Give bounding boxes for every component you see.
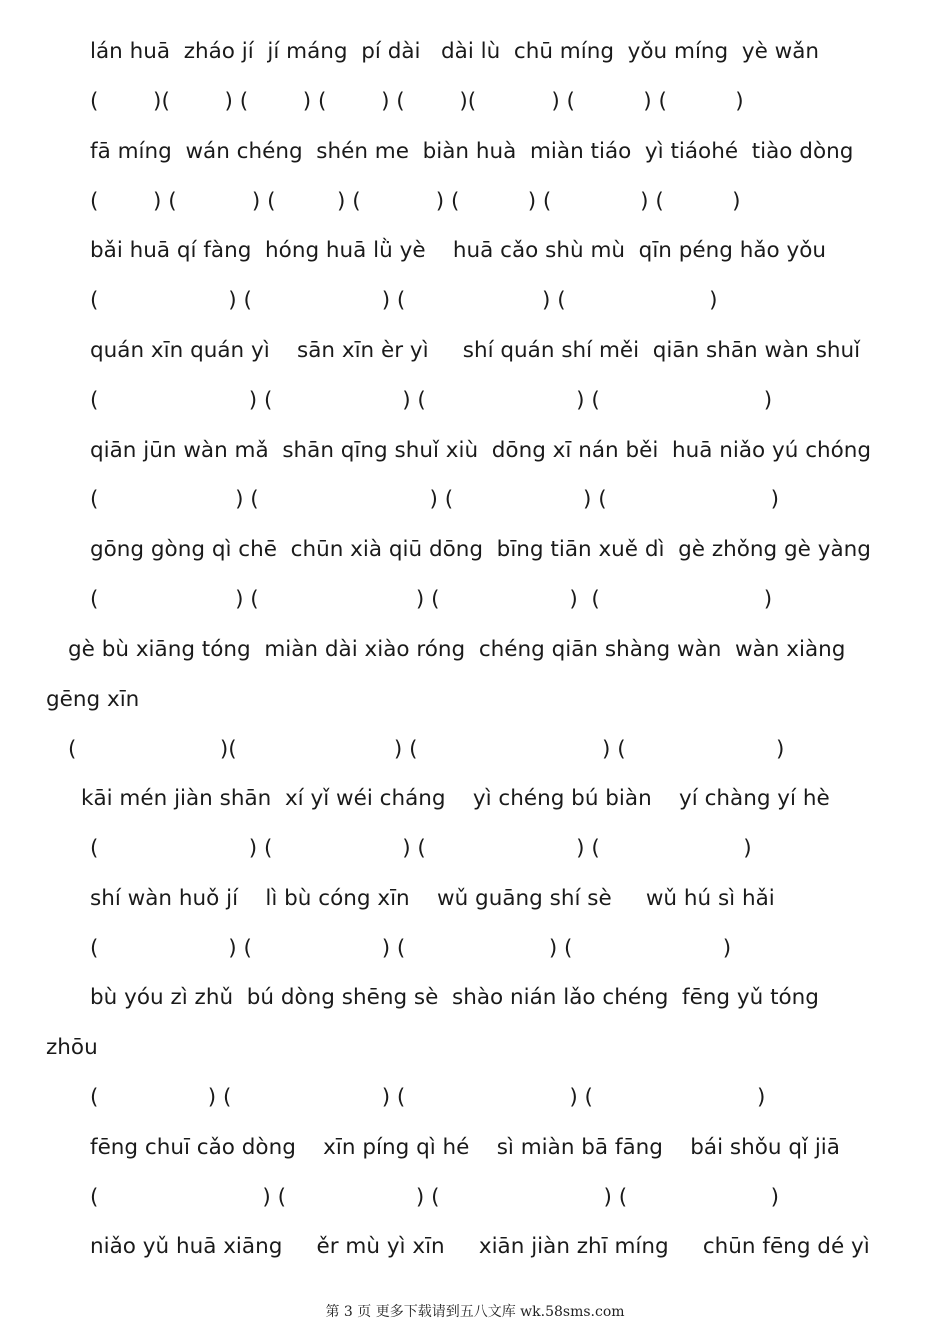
pinyin-row-10: bù yóu zì zhǔ bú dòng shēng sè shào nián lǎo chéng fēng yǔ tóng bbox=[90, 985, 819, 1010]
pinyin-row-4: quán xīn quán yì sān xīn èr yì shí quán shí měi qiān shān wàn shuǐ bbox=[90, 338, 861, 363]
blank-row-5: ( ) ( ) ( ) ( ) bbox=[90, 487, 780, 512]
pinyin-row-3: bǎi huā qí fàng hóng huā lǜ yè huā cǎo shù mù qīn péng hǎo yǒu bbox=[90, 238, 827, 263]
blank-row-4: ( ) ( ) ( ) ( ) bbox=[90, 388, 773, 413]
blank-row-9: ( ) ( ) ( ) ( ) bbox=[90, 936, 732, 961]
blank-row-7: ( )( ) ( ) ( ) bbox=[68, 737, 785, 762]
pinyin-row-8: kāi mén jiàn shān xí yǐ wéi cháng yì chéng bú biàn yí chàng yí hè bbox=[81, 786, 830, 811]
blank-row-8: ( ) ( ) ( ) ( ) bbox=[90, 836, 752, 861]
pinyin-row-12: niǎo yǔ huā xiāng ěr mù yì xīn xiān jiàn zhī míng chūn fēng dé yì bbox=[90, 1234, 870, 1259]
blank-row-6: ( ) ( ) ( ) ( ) bbox=[90, 587, 773, 612]
pinyin-row-6: gōng gòng qì chē chūn xià qiū dōng bīng tiān xuě dì gè zhǒng gè yàng bbox=[90, 537, 871, 562]
pinyin-row-11: fēng chuī cǎo dòng xīn píng qì hé sì miàn bā fāng bái shǒu qǐ jiā bbox=[90, 1135, 840, 1160]
blank-row-10: ( ) ( ) ( ) ( ) bbox=[90, 1085, 766, 1110]
pinyin-row-1: lán huā zháo jí jí máng pí dài dài lù chū míng yǒu míng yè wǎn bbox=[90, 39, 820, 64]
pinyin-row-9: shí wàn huǒ jí lì bù cóng xīn wǔ guāng shí sè wǔ hú sì hǎi bbox=[90, 886, 775, 911]
pinyin-row-7: gè bù xiāng tóng miàn dài xiào róng chéng qiān shàng wàn wàn xiàng bbox=[68, 637, 846, 662]
blank-row-2: ( ) ( ) ( ) ( ) ( ) ( ) ( ) bbox=[90, 189, 741, 214]
blank-row-1: ( )( ) ( ) ( ) ( )( ) ( ) ( ) bbox=[90, 89, 744, 114]
blank-row-11: ( ) ( ) ( ) ( ) bbox=[90, 1185, 780, 1210]
pinyin-row-2: fā míng wán chéng shén me biàn huà miàn tiáo yì tiáohé tiào dòng bbox=[90, 139, 854, 164]
page-footer: 第 3 页 更多下载请到五八文库 wk.58sms.com bbox=[325, 1304, 625, 1320]
blank-row-3: ( ) ( ) ( ) ( ) bbox=[90, 288, 718, 313]
pinyin-row-7-continued: gēng xīn bbox=[46, 687, 140, 712]
pinyin-row-10-continued: zhōu bbox=[46, 1035, 98, 1060]
pinyin-row-5: qiān jūn wàn mǎ shān qīng shuǐ xiù dōng xī nán běi huā niǎo yú chóng bbox=[90, 438, 872, 463]
